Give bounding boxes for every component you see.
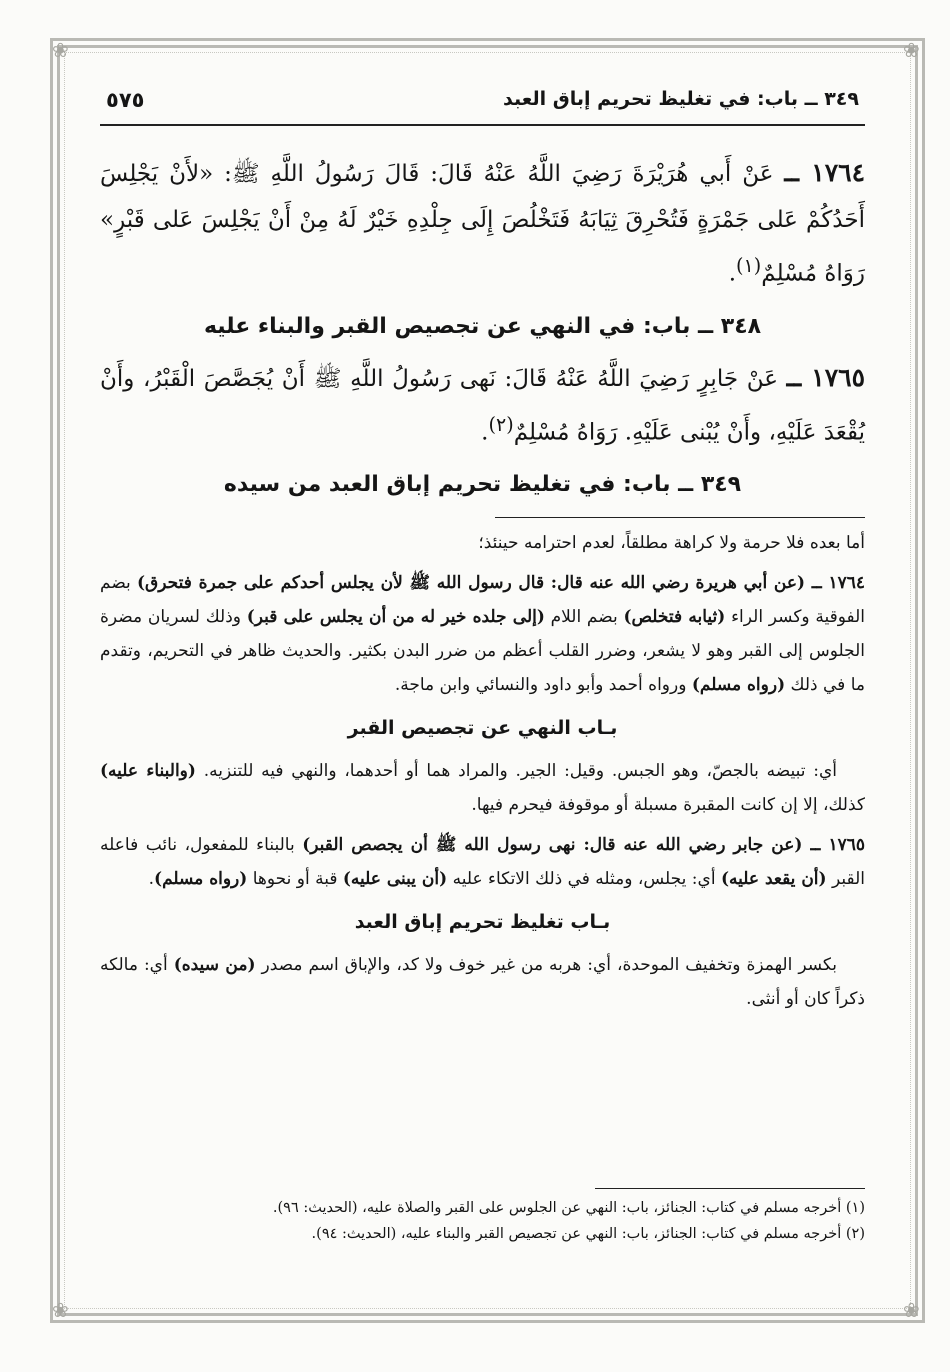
- running-title: ٣٤٩ ــ باب: في تغليظ تحريم إباق العبد: [503, 88, 859, 110]
- commentary-tajsis: أي: تبيضه بالجصّ، وهو الجبس. وقيل: الجير. والمراد هما أو أحدهما، والنهي فيه للتنزيه. (والبناء عليه) كذلك، إلا إن كانت المقبرة مسبلة أو موقوفة فيحرم فيها.: [100, 761, 865, 816]
- commentary-heading-ibaq: بـاب تغليظ تحريم إباق العبد: [354, 911, 611, 934]
- footnotes: [100, 1188, 865, 1247]
- hadith-1765: ١٧٦٥ ــ عَنْ جَابِرٍ رَضِيَ اللَّهُ عَنْهُ قَالَ: نَهى رَسُولُ اللَّهِ ﷺ أَنْ يُجَصَّصَ الْقَبْرُ، وأَنْ يُقْعَدَ عَلَيْهِ، وأَنْ يُبْنى عَلَيْهِ. رَوَاهُ مُسْلِمٌ$^{(٢)}$.: [100, 362, 865, 446]
- corner-ornament: ❀: [52, 1298, 69, 1322]
- page-number: ٥٧٥: [106, 88, 145, 112]
- running-header: [100, 80, 865, 126]
- commentary-1765: ١٧٦٥ ــ (عن جابر رضي الله عنه قال: نهى رسول الله ﷺ أن يجصص القبر) بالبناء للمفعول، نائب فاعله القبر (أن يقعد عليه) أي: يجلس، ومثله في ذلك الاتكاء عليه (أن يبنى عليه) قبة أو نحوها (رواه مسلم).: [100, 835, 865, 890]
- corner-ornament: ❀: [52, 38, 69, 62]
- commentary-ibaq: بكسر الهمزة وتخفيف الموحدة، أي: هربه من غير خوف ولا كد، والإباق اسم مصدر (من سيده) أي: مالكه ذكراً كان أو أنثى.: [100, 955, 865, 1010]
- footnote-1: (١) أخرجه مسلم في كتاب: الجنائز، باب: النهي عن الجلوس على القبر والصلاة عليه، (الحديث: ٩٦).: [272, 1200, 865, 1216]
- footnote-separator: [595, 1188, 865, 1189]
- corner-ornament: ❀: [903, 1298, 920, 1322]
- hadith-number: ١٧٦٤ ــ: [784, 158, 865, 187]
- separator-line: [495, 517, 865, 518]
- commentary-intro: أما بعده فلا حرمة ولا كراهة مطلقاً، لعدم احترامه حينئذ؛: [478, 533, 865, 554]
- hadith-number: ١٧٦٥ ــ: [786, 362, 865, 392]
- commentary-heading-tajsis: بـاب النهي عن تجصيص القبر: [347, 717, 618, 740]
- corner-ornament: ❀: [903, 38, 920, 62]
- footnote-marker: (٢): [488, 412, 514, 436]
- hadith-text: عَنْ جَابِرٍ رَضِيَ اللَّهُ عَنْهُ قَالَ: نَهى رَسُولُ اللَّهِ ﷺ أَنْ يُجَصَّصَ الْقَبْرُ، وأَنْ يُقْعَدَ عَلَيْهِ، وأَنْ يُبْنى عَلَيْهِ. رَوَاهُ مُسْلِمٌ: [100, 365, 865, 446]
- hadith-1764: ١٧٦٤ ــ عَنْ أَبي هُرَيْرَةَ رَضِيَ اللَّهُ عَنْهُ قَالَ: قَالَ رَسُولُ اللَّهِ ﷺ: «لأَنْ يَجْلِسَ أَحَدُكُمْ عَلى جَمْرَةٍ فَتُحْرِقَ ثِيَابَهُ فَتَخْلُصَ إِلَى جِلْدِهِ خَيْرٌ لَهُ مِنْ أَنْ يَجْلِسَ عَلى قَبْرٍ» رَوَاهُ مُسْلِمٌ$^{(١)}$.: [100, 158, 865, 287]
- hadith-text: عَنْ أَبي هُرَيْرَةَ رَضِيَ اللَّهُ عَنْهُ قَالَ: قَالَ رَسُولُ اللَّهِ ﷺ: «لأَنْ يَجْلِسَ أَحَدُكُمْ عَلى جَمْرَةٍ فَتُحْرِقَ ثِيَابَهُ فَتَخْلُصَ إِلَى جِلْدِهِ خَيْرٌ لَهُ مِنْ أَنْ يَجْلِسَ عَلى قَبْرٍ» رَوَاهُ مُسْلِمٌ: [100, 161, 865, 287]
- chapter-heading-349: ٣٤٩ ــ باب: في تغليظ تحريم إباق العبد من سيده: [223, 472, 742, 498]
- commentary-1764: ١٧٦٤ ــ (عن أبي هريرة رضي الله عنه قال: قال رسول الله ﷺ لأن يجلس أحدكم على جمرة فتحرق) بضم الفوقية وكسر الراء (ثيابه فتخلص) بضم اللام (إلى جلده خير له من أن يجلس على قبر) وذلك لسريان مضرة الجلوس إلى القبر وهو لا يشعر، وضرر القلب أعظم من ضرر البدن بكثير. والحديث ظاهر في التحريم، وتقدم ما في ذلك (رواه مسلم) ورواه أحمد وأبو داود والنسائي وابن ماجة.: [100, 573, 866, 696]
- chapter-heading-348: ٣٤٨ ــ باب: في النهي عن تجصيص القبر والبناء عليه: [203, 313, 762, 339]
- footnote-2: (٢) أخرجه مسلم في كتاب: الجنائز، باب: النهي عن تجصيص القبر والبناء عليه، (الحديث: ٩٤).: [311, 1226, 865, 1242]
- page-content: [100, 80, 865, 1280]
- footnote-marker: (١): [736, 254, 762, 277]
